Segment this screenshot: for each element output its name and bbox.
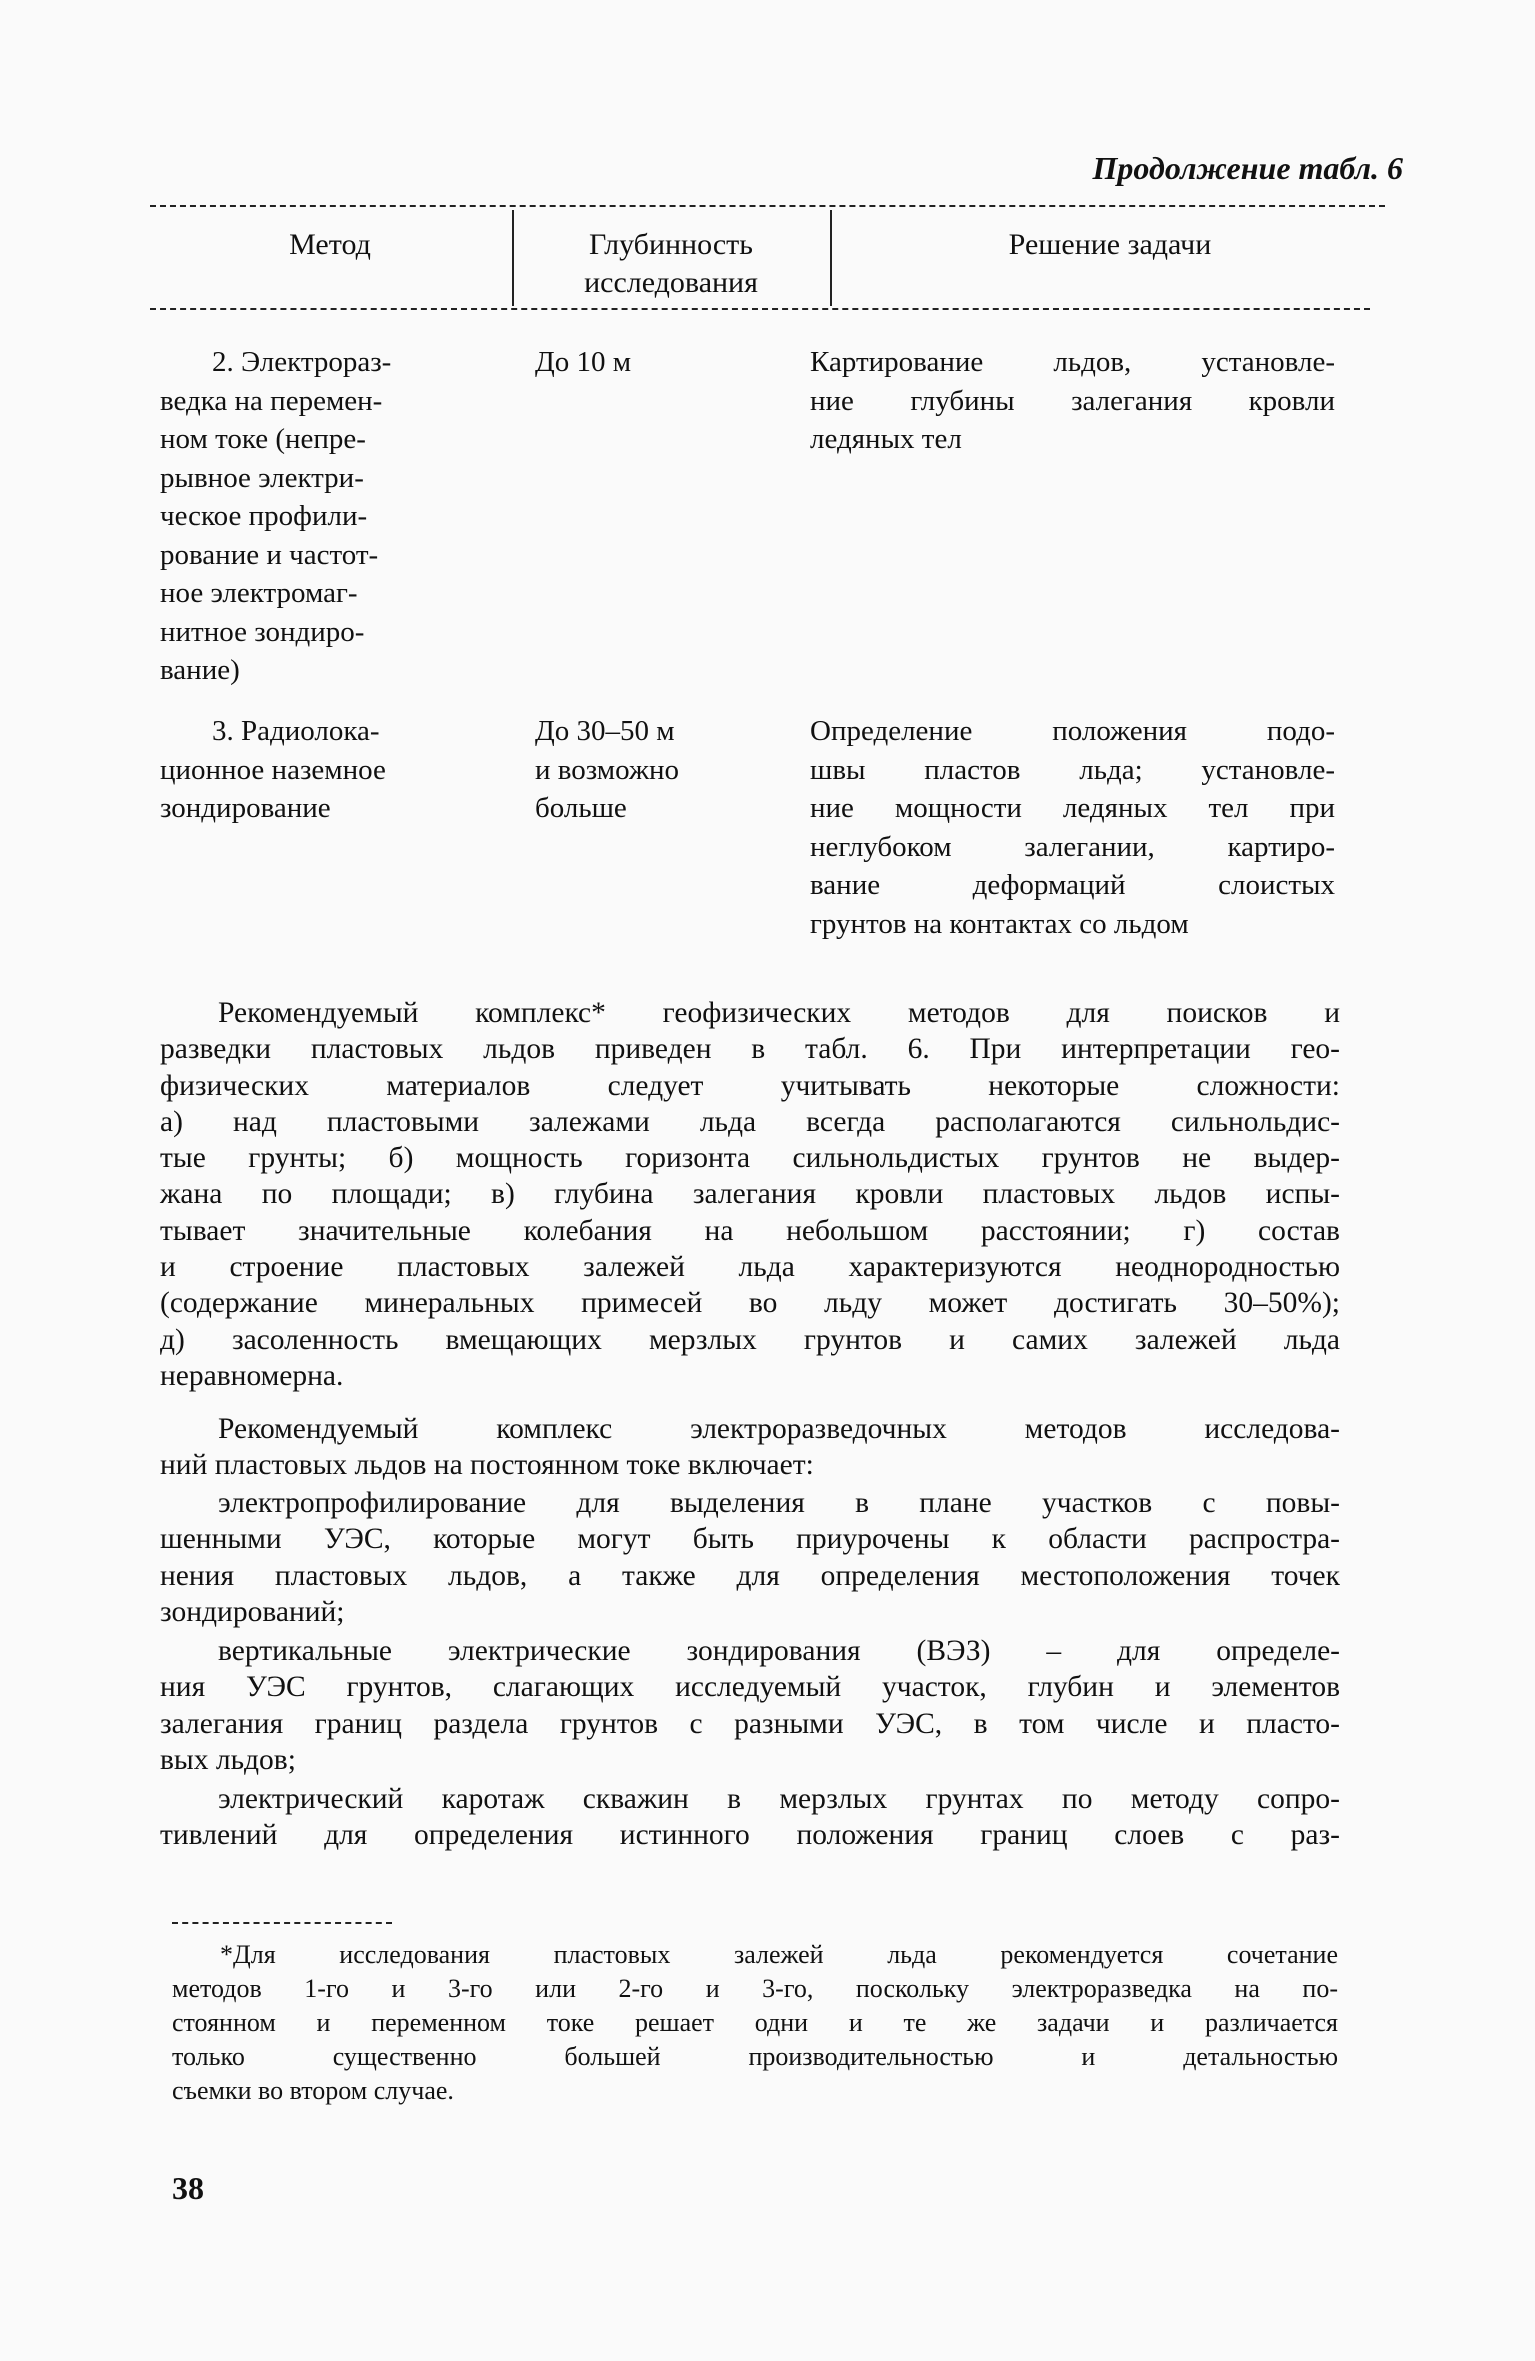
text-line: До 30–50 м (535, 715, 675, 747)
text-line: ния УЭС грунтов, слагающих исследуемый участок, глубин и элементов (160, 1671, 1340, 1704)
table-row-1-depth (535, 343, 795, 382)
text-line: рование и частот- (160, 538, 379, 571)
text-line: стоянном и переменном токе решает одни и те же задачи и различается (172, 2008, 1338, 2037)
text-line: и возможно (535, 753, 679, 786)
text-line: шенными УЭС, которые могут быть приурочены к области распростра- (160, 1523, 1340, 1556)
text-line: методов 1-го и 3-го или 2-го и 3-го, поскольку электроразведка на по- (172, 1974, 1338, 2003)
text-line: ное электромаг- (160, 577, 358, 609)
text-line: ледяных тел (810, 423, 962, 455)
text-line: Рекомендуемый комплекс электроразведочных методов исследова- (218, 1413, 1340, 1445)
text-line: жана по площади; в) глубина залегания кровли пластовых льдов испы- (160, 1178, 1340, 1211)
text-line: 2. Электрораз- (212, 346, 392, 378)
text-line: больше (535, 792, 627, 824)
text-line: физических материалов следует учитывать некоторые сложности: (160, 1069, 1340, 1102)
text-line: ном токе (непре- (160, 423, 366, 455)
table-column-divider-2 (830, 210, 832, 306)
paragraph-5 (160, 1781, 1340, 1854)
text-line: Определение положения подо- (810, 715, 1335, 747)
text-line: нитное зондиро- (160, 615, 365, 648)
text-line: рывное электри- (160, 461, 364, 494)
text-line: ний пластовых льдов на постоянном токе включает: (160, 1449, 814, 1482)
paragraph-4 (160, 1633, 1340, 1778)
paragraph-2 (160, 1411, 1340, 1484)
text-line: Рекомендуемый комплекс* геофизических методов для поисков и (218, 997, 1340, 1029)
text-line: Картирование льдов, установле- (810, 346, 1335, 378)
text-line: ционное наземное (160, 753, 386, 786)
table-column-divider-1 (512, 210, 514, 306)
text-line: разведки пластовых льдов приведен в табл. 6. При интерпретации гео- (160, 1033, 1340, 1066)
text-line: грунтов на контактах со льдом (810, 907, 1189, 940)
text-line: ведка на перемен- (160, 384, 383, 417)
table-row-2-solution (810, 712, 1335, 943)
header-depth-line-2: исследования (584, 266, 758, 299)
footnote-separator (172, 1922, 392, 1924)
text-line: швы пластов льда; установле- (810, 753, 1335, 786)
table-top-rule (150, 205, 1385, 207)
paragraph-3 (160, 1485, 1340, 1630)
header-solution: Решение задачи (1008, 228, 1212, 261)
text-line: д) засоленность вмещающих мерзлых грунтов и самих залежей льда (160, 1323, 1340, 1356)
text-line: зондирований; (160, 1595, 345, 1628)
text-line: ние глубины залегания кровли (810, 384, 1335, 417)
text-line: ческое профили- (160, 500, 368, 532)
text-line: *Для исследования пластовых залежей льда рекомендуется сочетание (220, 1940, 1338, 1969)
text-line: и строение пластовых залежей льда характеризуются неоднородностью (160, 1251, 1340, 1284)
page-number: 38 (172, 2170, 204, 2206)
paragraph-1 (160, 995, 1340, 1394)
text-line: неглубоком залегании, картиро- (810, 830, 1335, 863)
text-line: ние мощности ледяных тел при (810, 792, 1335, 824)
text-line: 3. Радиолока- (212, 715, 380, 747)
table-continuation-label: Продолжение табл. 6 (1092, 150, 1403, 186)
text-line: вание) (160, 654, 240, 686)
text-line: нения пластовых льдов, а также для определения местоположения точек (160, 1559, 1340, 1592)
text-line: залегания границ раздела грунтов с разными УЭС, в том числе и пласто- (160, 1707, 1340, 1740)
header-depth-line-1: Глубинность (589, 228, 753, 261)
table-row-1-method (160, 343, 460, 690)
text-line: а) над пластовыми залежами льда всегда располагаются сильнольдис- (160, 1105, 1340, 1138)
text-line: (содержание минеральных примесей во льду может достигать 30–50%); (160, 1287, 1340, 1320)
footnote (172, 1938, 1338, 2108)
table-row-2-depth (535, 712, 795, 828)
text-line: электропрофилирование для выделения в плане участков с повы- (218, 1487, 1340, 1519)
text-line: только существенно большей производительностью и детальностью (172, 2042, 1338, 2071)
table-row-2-method (160, 712, 460, 828)
text-line: вертикальные электрические зондирования (ВЭЗ) – для определе- (218, 1635, 1340, 1667)
header-method: Метод (289, 228, 371, 261)
text-line: съемки во втором случае. (172, 2076, 454, 2105)
text-line: электрический каротаж скважин в мерзлых грунтах по методу сопро- (218, 1783, 1340, 1815)
text-line: неравномерна. (160, 1359, 344, 1392)
text-line: зондирование (160, 792, 331, 824)
header-depth (515, 226, 827, 302)
text-line: тые грунты; б) мощность горизонта сильнольдистых грунтов не выдер- (160, 1142, 1340, 1175)
text-line: вание деформаций слоистых (810, 869, 1335, 901)
table-row-1-solution (810, 343, 1335, 459)
text-line: тывает значительные колебания на небольшом расстоянии; г) состав (160, 1214, 1340, 1247)
text-line: вых льдов; (160, 1743, 296, 1776)
text-line: тивлений для определения истинного положения границ слоев с раз- (160, 1819, 1340, 1852)
table-header-rule (150, 308, 1370, 310)
text-line: До 10 м (535, 346, 632, 378)
